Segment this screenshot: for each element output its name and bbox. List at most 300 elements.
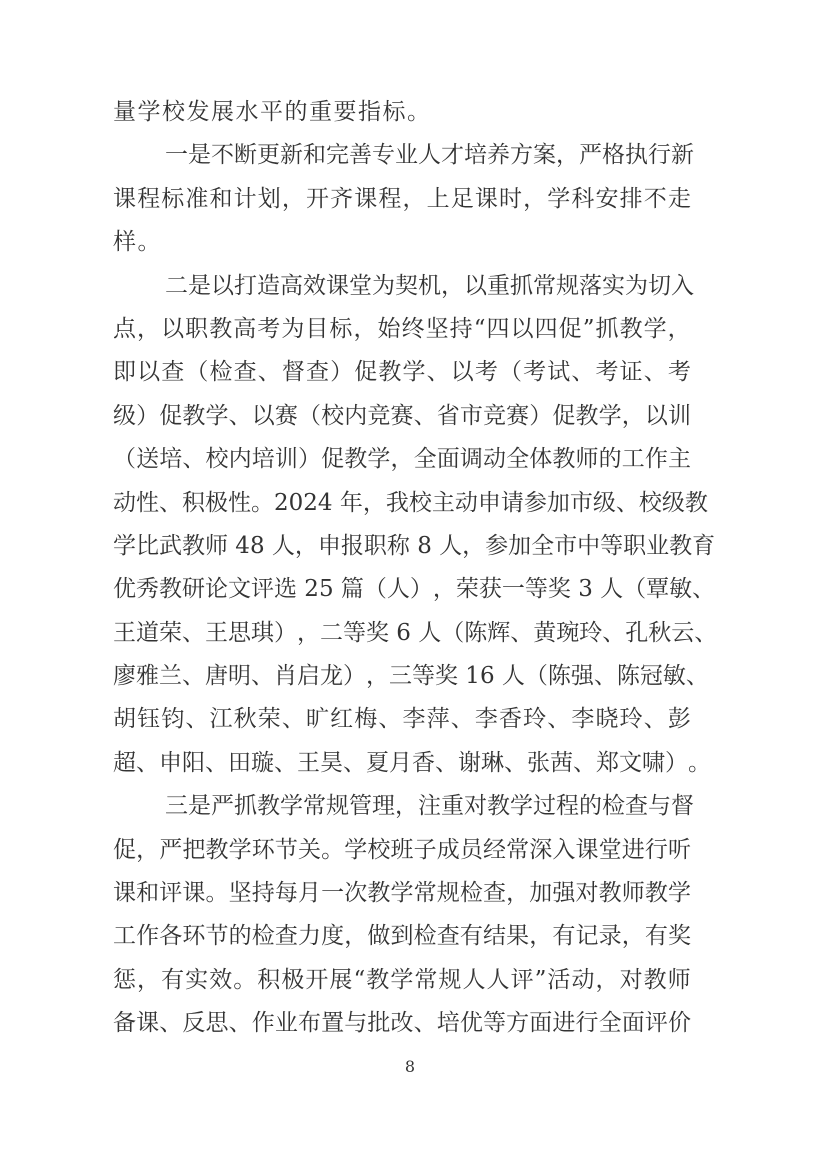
page-number: 8 bbox=[404, 1057, 416, 1076]
text-token: 、 bbox=[274, 749, 297, 776]
text-token: 常 bbox=[506, 836, 530, 863]
text-token: 、 bbox=[450, 706, 474, 733]
text-token: 思 bbox=[228, 619, 251, 646]
text-token: 规 bbox=[326, 793, 349, 820]
text-token: 我 bbox=[385, 489, 409, 516]
text-token: 齐 bbox=[330, 185, 354, 212]
text-token: 以 bbox=[161, 315, 185, 342]
text-token: ） bbox=[529, 402, 553, 429]
text-token: 璇 bbox=[251, 749, 274, 776]
text-token: 的 bbox=[228, 923, 252, 950]
text-token: 参 bbox=[523, 489, 547, 516]
text-token: 送 bbox=[136, 446, 160, 473]
text-token: 严 bbox=[579, 142, 602, 169]
text-token: 加 bbox=[529, 880, 553, 907]
text-token: 置 bbox=[321, 1010, 345, 1037]
text-token: 教 bbox=[487, 793, 510, 820]
text-token: 三 bbox=[389, 663, 412, 690]
text-token: 工 bbox=[621, 446, 645, 473]
text-token: 作 bbox=[644, 446, 668, 473]
text-token: 实 bbox=[602, 272, 625, 299]
text-token: 一 bbox=[165, 142, 188, 169]
text-line bbox=[113, 1002, 691, 1045]
text-token: 常 bbox=[413, 880, 437, 907]
text-token: 秀 bbox=[136, 576, 159, 603]
text-token: 学 bbox=[390, 966, 414, 993]
text-token: 每 bbox=[274, 880, 298, 907]
text-line bbox=[113, 829, 691, 872]
text-line bbox=[113, 872, 691, 915]
text-token: 查 bbox=[233, 359, 257, 386]
text-token: 全 bbox=[531, 532, 555, 559]
text-token: 各 bbox=[159, 923, 183, 950]
text-token: （ bbox=[499, 359, 522, 386]
text-token: 以 bbox=[211, 272, 234, 299]
text-token: 赛 bbox=[506, 402, 530, 429]
text-token: 、 bbox=[228, 1010, 252, 1037]
text-token: 、 bbox=[182, 446, 206, 473]
text-token: 考 bbox=[474, 359, 498, 386]
text-token: 实 bbox=[185, 966, 209, 993]
text-token: 、 bbox=[602, 619, 626, 646]
text-token: 级 bbox=[661, 489, 685, 516]
text-token: 辉 bbox=[487, 619, 511, 646]
text-line bbox=[113, 308, 691, 351]
text-token: 张 bbox=[527, 749, 550, 776]
text-token: 课 bbox=[136, 1010, 160, 1037]
text-token: （ bbox=[524, 663, 548, 690]
text-token: 重 bbox=[487, 272, 510, 299]
text-token: 等 bbox=[600, 532, 624, 559]
text-token: 、 bbox=[504, 749, 527, 776]
text-token: 、 bbox=[182, 663, 205, 690]
text-token: 规 bbox=[556, 272, 579, 299]
text-token: 教 bbox=[344, 446, 368, 473]
text-token: 业 bbox=[274, 1010, 298, 1037]
text-token: 抓 bbox=[510, 272, 533, 299]
text-token: 教 bbox=[598, 880, 622, 907]
text-block bbox=[113, 91, 718, 1046]
text-token: 李 bbox=[571, 706, 595, 733]
text-token: 、 bbox=[692, 576, 716, 603]
text-token: 校 bbox=[205, 446, 229, 473]
text-token: ， bbox=[390, 446, 414, 473]
text-token: 有 bbox=[552, 923, 576, 950]
text-token: 梅 bbox=[354, 706, 378, 733]
text-token: 荣 bbox=[159, 619, 182, 646]
text-token: 人 bbox=[600, 576, 624, 603]
text-token: 造 bbox=[257, 272, 280, 299]
text-token: ” bbox=[534, 966, 547, 993]
text-token: 为 bbox=[625, 272, 648, 299]
text-token: 奖 bbox=[668, 923, 691, 950]
text-token: 优 bbox=[459, 1010, 483, 1037]
text-token: 二 bbox=[165, 272, 188, 299]
text-token: 备 bbox=[113, 1010, 136, 1037]
text-token: 孔 bbox=[625, 619, 649, 646]
text-token: ， bbox=[395, 793, 418, 820]
text-token: 敏 bbox=[662, 663, 686, 690]
text-token: 考 bbox=[595, 359, 619, 386]
text-token: 契 bbox=[395, 272, 418, 299]
text-token: 学 bbox=[402, 359, 426, 386]
text-token: 以 bbox=[137, 359, 161, 386]
text-token: 抓 bbox=[234, 793, 257, 820]
text-line bbox=[113, 438, 691, 481]
text-token: 力 bbox=[298, 923, 321, 950]
text-token: 学 bbox=[205, 402, 229, 429]
text-token: 龙 bbox=[320, 663, 343, 690]
text-token: （ bbox=[363, 576, 387, 603]
text-token: 教 bbox=[367, 880, 391, 907]
text-token: 持 bbox=[449, 315, 473, 342]
text-token: 促 bbox=[552, 402, 576, 429]
text-token: 准 bbox=[185, 185, 209, 212]
text-token: 香 bbox=[412, 749, 435, 776]
text-token: 48 bbox=[228, 532, 272, 559]
text-token: 督 bbox=[281, 359, 305, 386]
text-token: 申 bbox=[159, 749, 182, 776]
text-token: 、 bbox=[136, 749, 159, 776]
text-token: 进 bbox=[621, 836, 645, 863]
text-token: 活 bbox=[547, 966, 571, 993]
text-token: 。 bbox=[205, 880, 229, 907]
text-token: 研 bbox=[182, 576, 205, 603]
text-token: 秋 bbox=[648, 619, 672, 646]
text-token: 职 bbox=[623, 532, 647, 559]
text-token: 断 bbox=[234, 142, 257, 169]
text-token: ， bbox=[362, 489, 386, 516]
text-token: 入 bbox=[671, 272, 694, 299]
text-token: 等 bbox=[524, 576, 548, 603]
text-line bbox=[113, 568, 716, 611]
text-token: 郑 bbox=[596, 749, 619, 776]
text-token: 性 bbox=[136, 489, 159, 516]
text-token: 香 bbox=[499, 706, 522, 733]
text-token: 的 bbox=[579, 793, 602, 820]
text-token: 工 bbox=[113, 923, 136, 950]
text-line bbox=[113, 698, 691, 741]
text-token: 终 bbox=[401, 315, 425, 342]
text-token: 反 bbox=[182, 1010, 206, 1037]
text-token: 员 bbox=[459, 836, 483, 863]
text-token: 检 bbox=[251, 923, 275, 950]
text-line bbox=[113, 351, 691, 394]
text-token: 布 bbox=[298, 1010, 321, 1037]
text-token: 奖 bbox=[366, 619, 389, 646]
text-token: 标 bbox=[329, 315, 353, 342]
text-token: 检 bbox=[413, 923, 437, 950]
text-token: 查 bbox=[306, 359, 329, 386]
text-token: 做 bbox=[367, 923, 391, 950]
text-token: （ bbox=[185, 359, 209, 386]
text-token: 促 bbox=[321, 446, 345, 473]
text-token: 成 bbox=[436, 836, 460, 863]
text-token: 获 bbox=[478, 576, 502, 603]
text-token: 以 bbox=[644, 402, 668, 429]
text-token: 行 bbox=[575, 1010, 599, 1037]
text-token: 的 bbox=[598, 446, 622, 473]
text-token: “ bbox=[353, 966, 366, 993]
text-token: 动 bbox=[483, 446, 506, 473]
text-token: 、 bbox=[413, 402, 437, 429]
text-token: 学 bbox=[228, 836, 252, 863]
text-token: 评 bbox=[251, 576, 274, 603]
text-token: 为 bbox=[372, 272, 395, 299]
text-token: 证 bbox=[619, 359, 643, 386]
text-token: 道 bbox=[136, 619, 159, 646]
text-token: ） bbox=[330, 359, 354, 386]
text-token: 人 bbox=[486, 966, 510, 993]
text-token: 云 bbox=[671, 619, 695, 646]
text-token: 体 bbox=[529, 446, 553, 473]
text-token: 强 bbox=[570, 663, 594, 690]
text-token: 极 bbox=[281, 966, 305, 993]
text-token: （ bbox=[623, 576, 647, 603]
text-token: （ bbox=[298, 402, 321, 429]
text-token: 、 bbox=[510, 619, 534, 646]
text-token: 超 bbox=[113, 749, 136, 776]
text-token: 动 bbox=[113, 489, 136, 516]
text-token: 程 bbox=[378, 185, 402, 212]
text-token: 是 bbox=[188, 793, 211, 820]
text-token: 。 bbox=[251, 489, 274, 516]
text-token: 学 bbox=[668, 880, 691, 907]
text-token: 二 bbox=[320, 619, 343, 646]
text-token: 、 bbox=[547, 706, 571, 733]
text-token: 啸 bbox=[642, 749, 665, 776]
text-token: 师 bbox=[621, 880, 645, 907]
text-token: 培 bbox=[159, 446, 183, 473]
text-token: 、 bbox=[593, 663, 617, 690]
text-token: 学 bbox=[367, 446, 391, 473]
text-token: 上 bbox=[426, 185, 450, 212]
text-token: 内 bbox=[228, 446, 252, 473]
text-token: 文 bbox=[228, 576, 251, 603]
text-token: ， bbox=[353, 315, 377, 342]
text-line bbox=[113, 395, 691, 438]
text-token: 是 bbox=[188, 142, 211, 169]
text-token: 等 bbox=[483, 1010, 506, 1037]
text-token: 学 bbox=[547, 185, 571, 212]
text-token: 节 bbox=[274, 836, 298, 863]
text-token: 茜 bbox=[550, 749, 573, 776]
text-token: 教 bbox=[257, 793, 280, 820]
text-token: 理 bbox=[372, 793, 395, 820]
text-token: 为 bbox=[281, 315, 305, 342]
text-token: 陈 bbox=[464, 619, 488, 646]
text-token: 、 bbox=[573, 749, 596, 776]
text-token: 过 bbox=[533, 793, 556, 820]
text-token: 评 bbox=[644, 1010, 668, 1037]
text-token: 玲 bbox=[619, 706, 643, 733]
text-token: 学 bbox=[344, 836, 368, 863]
text-token: 计 bbox=[233, 185, 257, 212]
text-token: 堂 bbox=[598, 836, 622, 863]
text-token: 录 bbox=[598, 923, 622, 950]
text-token: 检 bbox=[459, 880, 483, 907]
text-token: 查 bbox=[274, 923, 298, 950]
text-token: 武 bbox=[159, 532, 182, 559]
text-token: 作 bbox=[136, 923, 160, 950]
text-token: 论 bbox=[205, 576, 228, 603]
text-token: 荣 bbox=[455, 576, 479, 603]
text-line bbox=[113, 265, 694, 308]
text-token: 和 bbox=[209, 185, 233, 212]
text-token: 格 bbox=[602, 142, 625, 169]
text-token: 节 bbox=[205, 923, 229, 950]
text-token: 月 bbox=[298, 880, 321, 907]
text-token: 校 bbox=[408, 489, 432, 516]
text-token: 培 bbox=[251, 446, 275, 473]
text-token: 胡 bbox=[113, 706, 136, 733]
text-token: 关 bbox=[298, 836, 321, 863]
text-token: ， bbox=[297, 619, 320, 646]
text-token: 以 bbox=[510, 315, 534, 342]
text-token: 行 bbox=[644, 836, 668, 863]
text-token: 惩 bbox=[113, 966, 136, 993]
text-token: ， bbox=[621, 923, 645, 950]
text-token: 对 bbox=[575, 880, 599, 907]
text-token: 市 bbox=[554, 532, 578, 559]
text-token: 师 bbox=[205, 532, 228, 559]
text-line bbox=[113, 655, 709, 698]
text-token: 、 bbox=[159, 1010, 183, 1037]
text-token: 荣 bbox=[257, 706, 281, 733]
text-token: 方 bbox=[510, 142, 533, 169]
text-token: 动 bbox=[454, 489, 478, 516]
text-token: 专 bbox=[372, 142, 395, 169]
text-token: 入 bbox=[552, 836, 576, 863]
text-token: 重 bbox=[441, 793, 464, 820]
text-token: 师 bbox=[667, 966, 691, 993]
text-token: 雅 bbox=[136, 663, 159, 690]
text-token: 一 bbox=[501, 576, 525, 603]
text-token: 全 bbox=[506, 446, 530, 473]
text-token: 王 bbox=[113, 619, 136, 646]
text-token: 方 bbox=[506, 1010, 530, 1037]
text-token: 、 bbox=[643, 706, 667, 733]
text-token: 校 bbox=[367, 836, 391, 863]
text-token: 性 bbox=[228, 489, 251, 516]
text-token: 等 bbox=[343, 619, 366, 646]
text-token: 。 bbox=[688, 749, 711, 776]
text-token: 果 bbox=[506, 923, 530, 950]
text-token: 陈 bbox=[547, 663, 571, 690]
text-token: 考 bbox=[257, 315, 281, 342]
text-token: 3 bbox=[570, 576, 601, 603]
text-token: 奖 bbox=[435, 663, 458, 690]
text-token: 教 bbox=[182, 402, 206, 429]
text-token: 到 bbox=[390, 923, 414, 950]
text-token: 职 bbox=[185, 315, 209, 342]
text-token: 查 bbox=[483, 880, 506, 907]
text-token: 王 bbox=[297, 749, 320, 776]
text-token: 促 bbox=[159, 402, 183, 429]
text-token: ， bbox=[136, 836, 160, 863]
text-token: 学 bbox=[598, 402, 622, 429]
text-token: 旷 bbox=[306, 706, 329, 733]
text-token: 琪 bbox=[251, 619, 274, 646]
text-token: 面 bbox=[436, 446, 460, 473]
text-token: 注 bbox=[418, 793, 441, 820]
text-token: 积 bbox=[257, 966, 281, 993]
text-token: 竞 bbox=[483, 402, 506, 429]
text-token: 高 bbox=[280, 272, 303, 299]
text-token: 面 bbox=[621, 1010, 645, 1037]
text-token: 教 bbox=[366, 966, 390, 993]
text-token: 四 bbox=[486, 315, 510, 342]
text-token: 琳 bbox=[481, 749, 504, 776]
text-token: 打 bbox=[234, 272, 257, 299]
text-token: 环 bbox=[251, 836, 275, 863]
text-token: 度 bbox=[321, 923, 345, 950]
text-token: （ bbox=[113, 446, 136, 473]
text-token: 养 bbox=[487, 142, 510, 169]
text-token: 次 bbox=[344, 880, 368, 907]
text-token: 积 bbox=[182, 489, 205, 516]
text-token: 启 bbox=[297, 663, 320, 690]
text-token: 彭 bbox=[667, 706, 691, 733]
text-token: ， bbox=[137, 966, 161, 993]
text-line bbox=[113, 785, 694, 828]
text-token: 级 bbox=[113, 402, 136, 429]
text-token: 常 bbox=[414, 966, 438, 993]
text-token: 批 bbox=[367, 1010, 391, 1037]
text-token: 职 bbox=[363, 532, 387, 559]
text-token: 、 bbox=[228, 402, 252, 429]
text-token: 程 bbox=[556, 793, 579, 820]
text-token: 玲 bbox=[523, 706, 547, 733]
text-token: ） bbox=[343, 663, 366, 690]
text-token: 训 bbox=[668, 402, 691, 429]
text-token: ， bbox=[667, 315, 691, 342]
text-token: 极 bbox=[205, 489, 228, 516]
text-token: 严 bbox=[211, 793, 234, 820]
text-token: 省 bbox=[436, 402, 460, 429]
text-token: 思 bbox=[205, 1010, 229, 1037]
text-token: 教 bbox=[182, 532, 205, 559]
text-token: 人 bbox=[418, 142, 441, 169]
text-token: 、 bbox=[694, 619, 718, 646]
text-token: 黄 bbox=[533, 619, 557, 646]
text-token: 始 bbox=[377, 315, 401, 342]
text-token: 班 bbox=[390, 836, 414, 863]
text-token: 、 bbox=[281, 706, 305, 733]
text-token: 科 bbox=[571, 185, 595, 212]
text-token: 加 bbox=[546, 489, 570, 516]
text-line: 样。 bbox=[113, 229, 162, 256]
text-token: 目 bbox=[305, 315, 329, 342]
text-token: 、 bbox=[159, 489, 182, 516]
text-token: 、 bbox=[205, 749, 228, 776]
text-token: （ bbox=[441, 619, 465, 646]
text-token: 持 bbox=[251, 880, 275, 907]
text-token: 竞 bbox=[367, 402, 391, 429]
text-token: 堂 bbox=[349, 272, 372, 299]
text-token: 足 bbox=[450, 185, 474, 212]
text-token: 、 bbox=[615, 489, 639, 516]
text-token: 开 bbox=[305, 966, 329, 993]
text-token: 人 bbox=[271, 532, 295, 559]
text-token: 查 bbox=[436, 923, 460, 950]
text-token: 课 bbox=[575, 836, 599, 863]
text-token: 查 bbox=[161, 359, 185, 386]
text-token: 对 bbox=[619, 966, 643, 993]
text-token: 敏 bbox=[669, 576, 693, 603]
text-line bbox=[113, 178, 691, 221]
text-token: 市 bbox=[459, 402, 483, 429]
